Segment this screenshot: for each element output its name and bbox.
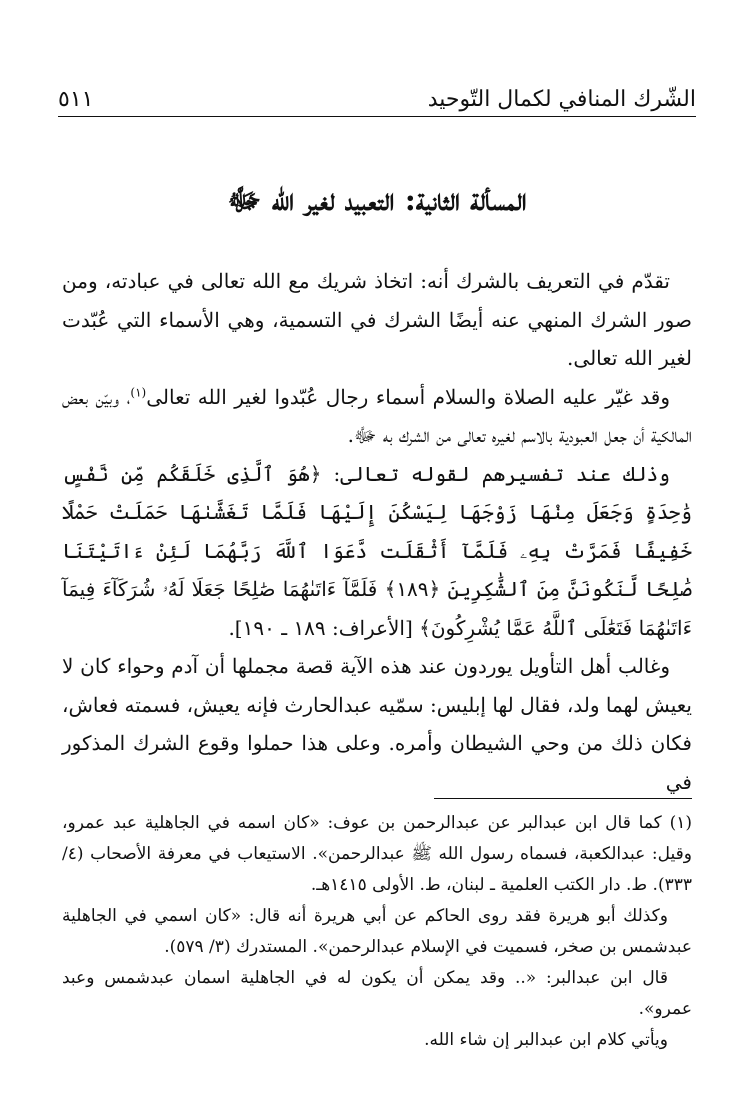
header-divider xyxy=(58,116,696,117)
running-title: الشّرك المنافي لكمال التّوحيد xyxy=(427,87,696,112)
paragraph-1: تقدّم في التعريف بالشرك أنه: اتخاذ شريك مع الله تعالى في عبادته، ومن صور الشرك المنهي عنه أيضًا الشرك في التسمية، وهي الأسماء التي عُبّدت لغير الله تعالى. xyxy=(62,269,692,370)
body-text xyxy=(62,262,692,801)
paragraph-2-text: وقد غيّر عليه الصلاة والسلام أسماء رجال عُبّدوا لغير الله تعالى xyxy=(146,384,670,409)
paragraph-2 xyxy=(62,378,692,455)
footnote-ref-1[interactable]: (١) xyxy=(130,384,147,399)
chapter-title: المسألة الثانية: التعبيد لغير الله ﷻ xyxy=(227,183,527,218)
footnote-1-cont-3: ويأتي كلام ابن عبدالبر إن شاء الله. xyxy=(424,1030,668,1050)
paragraph-3-quran: وذلك عند تفسيرهم لقوله تعالى: ﴿هُوَ ٱلَّذِى خَلَقَكُم مِّن نَّفْسٍ وَٰحِدَةٍ وَجَعَلَ مِنْهَا زَوْجَهَا لِيَسْكُنَ إِلَيْهَا فَلَمَّا تَغَشَّىٰهَا حَمَلَتْ حَمْلًا خَفِيفًا فَمَرَّتْ بِهِۦ فَلَمَّآ أَثْقَلَت دَّعَوَا ٱللَّهَ رَبَّهُمَا لَئِنْ ءَاتَيْتَنَا صَٰلِحًا لَّنَكُونَنَّ مِنَ ٱلشَّٰكِرِينَ ﴿١٨٩﴾ فَلَمَّآ ءَاتَىٰهُمَا صَٰلِحًا جَعَلَا لَهُۥ شُرَكَآءَ فِيمَآ ءَاتَىٰهُمَا فَتَعَٰلَى ٱللَّهُ عَمَّا يُشْرِكُونَ﴾ [الأعراف: ١٨٩ ـ ١٩٠]. xyxy=(62,461,692,640)
footnote-1: (١) كما قال ابن عبدالبر عن عبدالرحمن بن عوف: «كان اسمه في الجاهلية عبد عمرو، وقيل: عبدالكعبة، فسماه رسول الله ﷺ عبدالرحمن». الاستيعاب في معرفة الأصحاب (٤/ ٣٣٣). ط. دار الكتب العلمية ـ لبنان، ط. الأولى ١٤١٥هـ. xyxy=(62,813,692,895)
paragraph-2-rest: ، وبيّن بعض المالكية أن جعل العبودية بالاسم لغيره تعالى من الشرك به ﷻ. xyxy=(62,384,692,447)
running-header xyxy=(58,78,696,112)
page-number: ٥١١ xyxy=(58,87,94,112)
footnotes xyxy=(62,808,692,1056)
footnote-1-cont-1: وكذلك أبو هريرة فقد روى الحاكم عن أبي هريرة أنه قال: «كان اسمي في الجاهلية عبدشمس بن صخر، فسميت في الإسلام عبدالرحمن». المستدرك (٣/ ٥٧٩). xyxy=(62,906,692,957)
footnote-divider xyxy=(434,798,692,799)
paragraph-4: وغالب أهل التأويل يوردون عند هذه الآية قصة مجملها أن آدم وحواء كان لا يعيش لهما ولد، فقال لها إبليس: سمّيه عبدالحارث فإنه يعيش، فسمته فعاش، فكان ذلك من وحي الشيطان وأمره. وعلى هذا حملوا وقوع الشرك المذكور في xyxy=(62,654,692,794)
footnote-1-cont-2: قال ابن عبدالبر: «.. وقد يمكن أن يكون له في الجاهلية اسمان عبدشمس وعبد عمرو». xyxy=(62,968,692,1019)
